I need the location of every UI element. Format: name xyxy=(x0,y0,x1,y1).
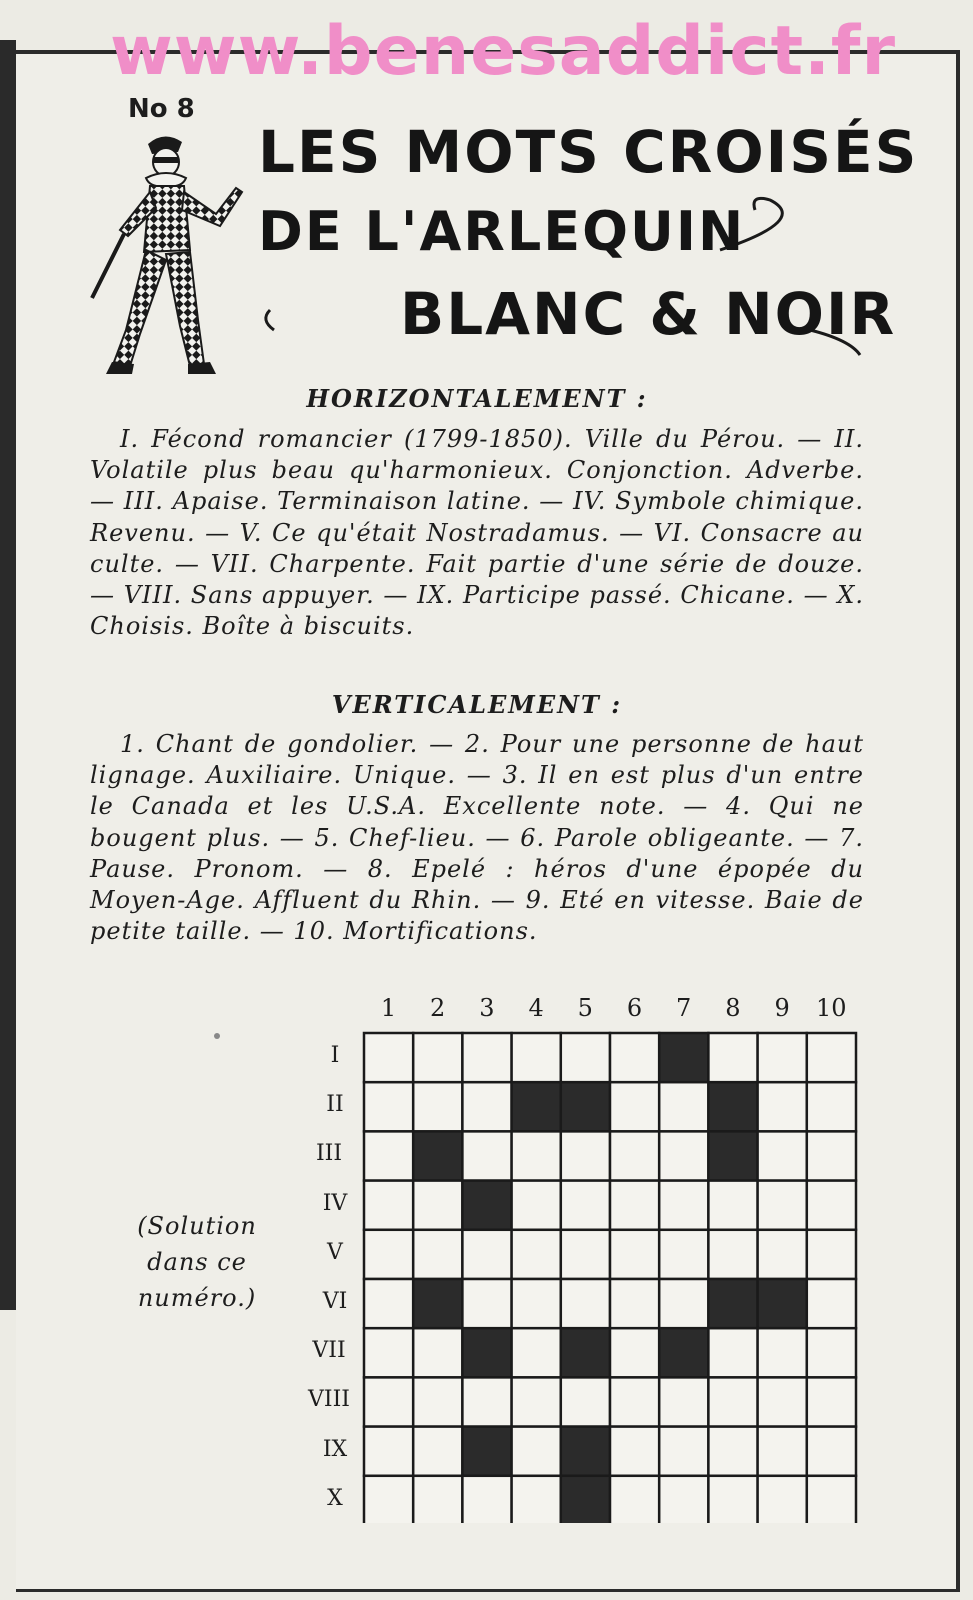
grid-cell-white[interactable] xyxy=(462,1131,511,1180)
column-label: 7 xyxy=(676,994,692,1022)
grid-cell-white[interactable] xyxy=(610,1181,659,1230)
row-label: IV xyxy=(322,1190,348,1216)
grid-cell-black xyxy=(462,1328,511,1377)
vertical-heading: VERTICALEMENT : xyxy=(331,690,623,719)
grid-cell-white[interactable] xyxy=(413,1230,462,1279)
grid-cell-white[interactable] xyxy=(462,1476,511,1523)
grid-cell-black xyxy=(659,1033,708,1082)
grid-cell-white[interactable] xyxy=(758,1181,807,1230)
column-label: 4 xyxy=(528,994,544,1022)
grid-cell-white[interactable] xyxy=(708,1033,757,1082)
grid-cell-white[interactable] xyxy=(659,1131,708,1180)
grid-cell-white[interactable] xyxy=(708,1230,757,1279)
grid-cell-white[interactable] xyxy=(610,1427,659,1476)
grid-cell-black xyxy=(708,1131,757,1180)
column-label: 2 xyxy=(430,994,446,1022)
column-label: 3 xyxy=(479,994,495,1022)
grid-cell-black xyxy=(561,1082,610,1131)
grid-cell-white[interactable] xyxy=(561,1377,610,1426)
column-label: 10 xyxy=(816,994,847,1022)
grid-cell-black xyxy=(561,1427,610,1476)
grid-cell-white[interactable] xyxy=(512,1230,561,1279)
grid-cell-black xyxy=(708,1279,757,1328)
grid-cell-black xyxy=(659,1328,708,1377)
grid-cell-white[interactable] xyxy=(512,1131,561,1180)
title-line-1: LES MOTS CROISÉS xyxy=(258,118,919,186)
row-label: V xyxy=(327,1239,343,1265)
row-label: X xyxy=(327,1485,343,1511)
title-line-3: BLANC & NOIR xyxy=(400,280,897,348)
column-label: 1 xyxy=(380,994,397,1022)
grid-cell-white[interactable] xyxy=(610,1476,659,1523)
grid-cell-white[interactable] xyxy=(807,1476,856,1523)
grid-cell-white[interactable] xyxy=(807,1131,856,1180)
grid-cell-white[interactable] xyxy=(413,1328,462,1377)
grid-cell-white[interactable] xyxy=(807,1377,856,1426)
left-dark-strip xyxy=(0,40,16,1310)
row-label: II xyxy=(326,1092,344,1118)
grid-cell-white[interactable] xyxy=(758,1131,807,1180)
grid-cell-white[interactable] xyxy=(659,1427,708,1476)
grid-cell-white[interactable] xyxy=(758,1033,807,1082)
grid-cell-white[interactable] xyxy=(708,1476,757,1523)
row-label: III xyxy=(315,1141,343,1167)
grid-cell-white[interactable] xyxy=(758,1377,807,1426)
row-label: I xyxy=(330,1043,340,1068)
grid-cell-white[interactable] xyxy=(512,1476,561,1523)
grid-cell-white[interactable] xyxy=(364,1476,413,1523)
grid-cell-white[interactable] xyxy=(413,1033,462,1082)
grid-cell-white[interactable] xyxy=(758,1082,807,1131)
grid-cell-white[interactable] xyxy=(462,1230,511,1279)
grid-cell-white[interactable] xyxy=(758,1476,807,1523)
grid-cell-white[interactable] xyxy=(462,1377,511,1426)
grid-cell-white[interactable] xyxy=(413,1082,462,1131)
grid-cell-white[interactable] xyxy=(610,1279,659,1328)
grid-cell-white[interactable] xyxy=(561,1279,610,1328)
row-label: VIII xyxy=(308,1387,350,1413)
grid-cell-white[interactable] xyxy=(758,1230,807,1279)
grid-cell-white[interactable] xyxy=(364,1230,413,1279)
column-label: 8 xyxy=(725,994,741,1022)
grid-cell-white[interactable] xyxy=(807,1082,856,1131)
grid-cell-white[interactable] xyxy=(659,1377,708,1426)
grid-cell-black xyxy=(413,1279,462,1328)
grid-cell-white[interactable] xyxy=(364,1082,413,1131)
grid-cell-white[interactable] xyxy=(512,1279,561,1328)
grid-cell-white[interactable] xyxy=(561,1033,610,1082)
grid-cell-white[interactable] xyxy=(364,1328,413,1377)
grid-cell-white[interactable] xyxy=(610,1033,659,1082)
grid-cell-white[interactable] xyxy=(758,1328,807,1377)
grid-cell-white[interactable] xyxy=(512,1181,561,1230)
horizontal-heading: HORIZONTALEMENT : xyxy=(306,384,648,413)
grid-cell-white[interactable] xyxy=(610,1328,659,1377)
solution-note-line: dans ce xyxy=(147,1248,247,1276)
crossword-grid xyxy=(362,1031,860,1523)
grid-cell-white[interactable] xyxy=(413,1377,462,1426)
column-label: 5 xyxy=(577,994,593,1022)
grid-cell-white[interactable] xyxy=(413,1181,462,1230)
grid-cell-white[interactable] xyxy=(512,1328,561,1377)
grid-cell-white[interactable] xyxy=(561,1230,610,1279)
grid-cell-white[interactable] xyxy=(610,1377,659,1426)
grid-cell-black xyxy=(512,1082,561,1131)
grid-cell-white[interactable] xyxy=(659,1082,708,1131)
solution-note-line: (Solution xyxy=(137,1212,257,1240)
grid-cell-white[interactable] xyxy=(610,1082,659,1131)
grid-cell-white[interactable] xyxy=(807,1033,856,1082)
grid-cell-white[interactable] xyxy=(807,1181,856,1230)
grid-cell-white[interactable] xyxy=(512,1033,561,1082)
grid-cell-black xyxy=(462,1427,511,1476)
grid-cell-black xyxy=(758,1279,807,1328)
grid-cell-white[interactable] xyxy=(807,1230,856,1279)
grid-cell-black xyxy=(413,1131,462,1180)
row-label: VI xyxy=(322,1289,348,1314)
grid-cell-white[interactable] xyxy=(807,1328,856,1377)
grid-cell-white[interactable] xyxy=(462,1033,511,1082)
harlequin-figure xyxy=(86,130,246,380)
row-label: VII xyxy=(312,1338,346,1364)
column-label: 9 xyxy=(774,994,790,1022)
grid-cell-white[interactable] xyxy=(610,1230,659,1279)
grid-cell-black xyxy=(561,1476,610,1523)
grid-cell-white[interactable] xyxy=(659,1476,708,1523)
grid-cell-white[interactable] xyxy=(659,1279,708,1328)
title-line-2: DE L'ARLEQUIN xyxy=(258,200,746,263)
vertical-clues: 1. Chant de gondolier. — 2. Pour une personne de haut lignage. Auxiliaire. Unique. — 3. Il en est plus d'un entre le Canada et les U.S.A. Excellente note. — 4. Qui ne bougent plus. — 5. Chef-lieu. — 6. Parole obligeante. — 7. Pause. Pronom. — 8. Epelé : héros d'une épopée du Moyen-Age. Affluent du Rhin. — 9. Eté en vitesse. Baie de petite taille. — 10. Mortifications. xyxy=(90,730,864,946)
column-label: 6 xyxy=(626,994,643,1022)
row-label: IX xyxy=(322,1436,348,1462)
solution-note-line: numéro.) xyxy=(137,1284,257,1312)
ink-speck xyxy=(214,1033,220,1039)
grid-cell-white[interactable] xyxy=(708,1328,757,1377)
grid-cell-white[interactable] xyxy=(364,1377,413,1426)
grid-cell-white[interactable] xyxy=(659,1230,708,1279)
grid-cell-white[interactable] xyxy=(462,1082,511,1131)
grid-cell-white[interactable] xyxy=(561,1131,610,1180)
grid-cell-black xyxy=(462,1181,511,1230)
grid-cell-white[interactable] xyxy=(512,1427,561,1476)
grid-cell-white[interactable] xyxy=(413,1476,462,1523)
grid-cell-white[interactable] xyxy=(561,1181,610,1230)
grid-cell-white[interactable] xyxy=(758,1427,807,1476)
grid-cell-white[interactable] xyxy=(708,1427,757,1476)
grid-cell-white[interactable] xyxy=(659,1181,708,1230)
grid-cell-white[interactable] xyxy=(364,1033,413,1082)
solution-note xyxy=(112,1208,282,1316)
grid-cell-black xyxy=(561,1328,610,1377)
grid-cell-white[interactable] xyxy=(512,1377,561,1426)
grid-cell-white[interactable] xyxy=(610,1131,659,1180)
grid-cell-white[interactable] xyxy=(708,1181,757,1230)
grid-cell-white[interactable] xyxy=(364,1131,413,1180)
watermark: www.benesaddict.fr xyxy=(109,12,897,91)
grid-cell-white[interactable] xyxy=(413,1427,462,1476)
grid-cell-white[interactable] xyxy=(462,1279,511,1328)
grid-cell-white[interactable] xyxy=(364,1427,413,1476)
grid-cell-white[interactable] xyxy=(364,1181,413,1230)
grid-cell-white[interactable] xyxy=(807,1279,856,1328)
grid-cell-black xyxy=(708,1082,757,1131)
horizontal-clues: I. Fécond romancier (1799-1850). Ville du Pérou. — II. Volatile plus beau qu'harmonieux. Conjonction. Adverbe. — III. Apaise. Terminaison latine. — IV. Symbole chimique. Revenu. — V. Ce qu'était Nostradamus. — VI. Consacre au culte. — VII. Charpente. Fait partie d'une série de douze. — VIII. Sans appuyer. — IX. Participe passé. Chicane. — X. Choisis. Boîte à biscuits. xyxy=(90,425,864,641)
issue-number: No 8 xyxy=(128,94,195,124)
grid-cell-white[interactable] xyxy=(364,1279,413,1328)
grid-cell-white[interactable] xyxy=(708,1377,757,1426)
grid-cell-white[interactable] xyxy=(807,1427,856,1476)
